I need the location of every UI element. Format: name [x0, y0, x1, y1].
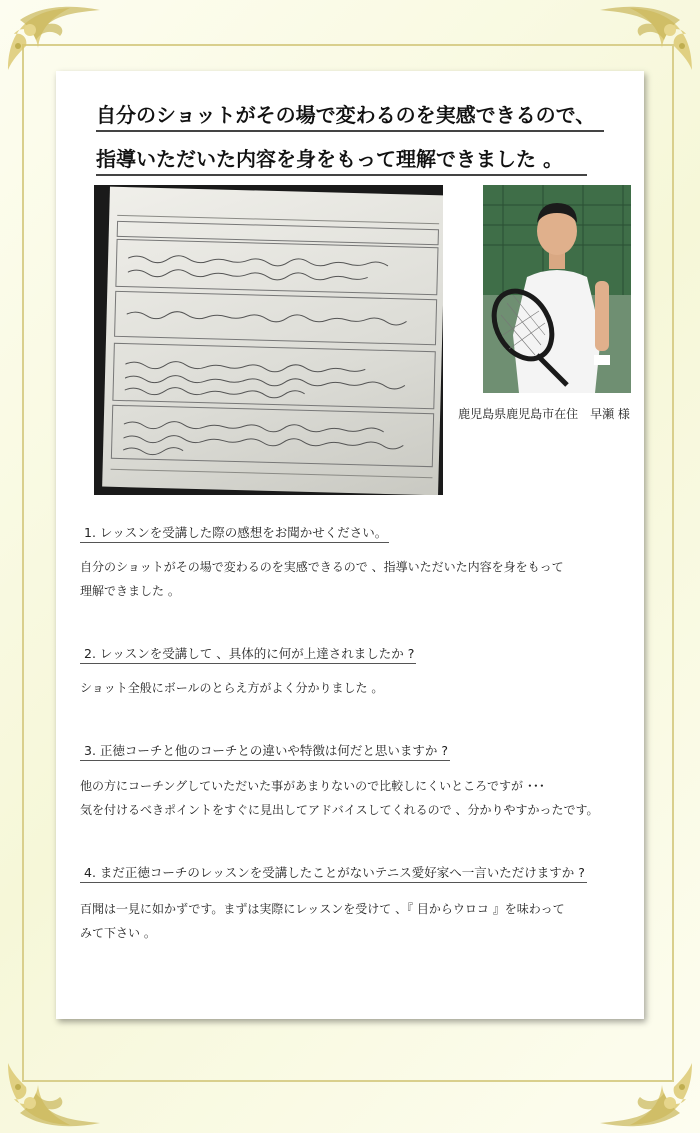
answer-line: 百聞は一見に如かずです。まずは実際にレッスンを受けて 、『 目からウロコ 』を味わって [80, 902, 565, 916]
handwritten-survey-sheet [102, 187, 443, 495]
question-1: 1. レッスンを受講した際の感想をお聞かせください。 [80, 523, 389, 543]
question-4: 4. まだ正徳コーチのレッスンを受講したことがないテニス愛好家へ一言いただけますか ? [80, 863, 587, 883]
headline-line-1: 自分のショットがその場で変わるのを実感できるので、 [96, 99, 604, 132]
answer-line: ショット全般にボールのとらえ方がよく分かりました 。 [80, 681, 384, 695]
answer-2 [80, 676, 620, 700]
customer-photo [483, 185, 631, 393]
answer-1 [80, 555, 620, 603]
answer-3 [80, 774, 620, 822]
survey-sheet-photo [94, 185, 443, 495]
answer-4 [80, 897, 620, 945]
headline-line-2: 指導いただいた内容を身をもって理解できました 。 [96, 143, 587, 176]
corner-ornament [0, 1053, 110, 1133]
question-3: 3. 正徳コーチと他のコーチとの違いや特徴は何だと思いますか ? [80, 741, 450, 761]
answer-line: 自分のショットがその場で変わるのを実感できるので 、指導いただいた内容を身をもって [80, 560, 564, 574]
answer-line: 理解できました 。 [80, 584, 180, 598]
tennis-player-illustration [483, 185, 631, 393]
answer-line: 他の方にコーチングしていただいた事があまりないので比較しにくいところですが ･･･ [80, 779, 545, 793]
question-2: 2. レッスンを受講して 、具体的に何が上達されましたか ? [80, 644, 416, 664]
corner-ornament [590, 0, 700, 80]
corner-ornament [590, 1053, 700, 1133]
answer-line: みて下さい 。 [80, 926, 156, 940]
photo-caption: 鹿児島県鹿児島市在住 早瀬 様 [458, 407, 630, 421]
corner-ornament [0, 0, 110, 80]
content-paper [56, 71, 644, 1019]
answer-line: 気を付けるべきポイントをすぐに見出してアドバイスしてくれるので 、分かりやすかったです。 [80, 803, 599, 817]
